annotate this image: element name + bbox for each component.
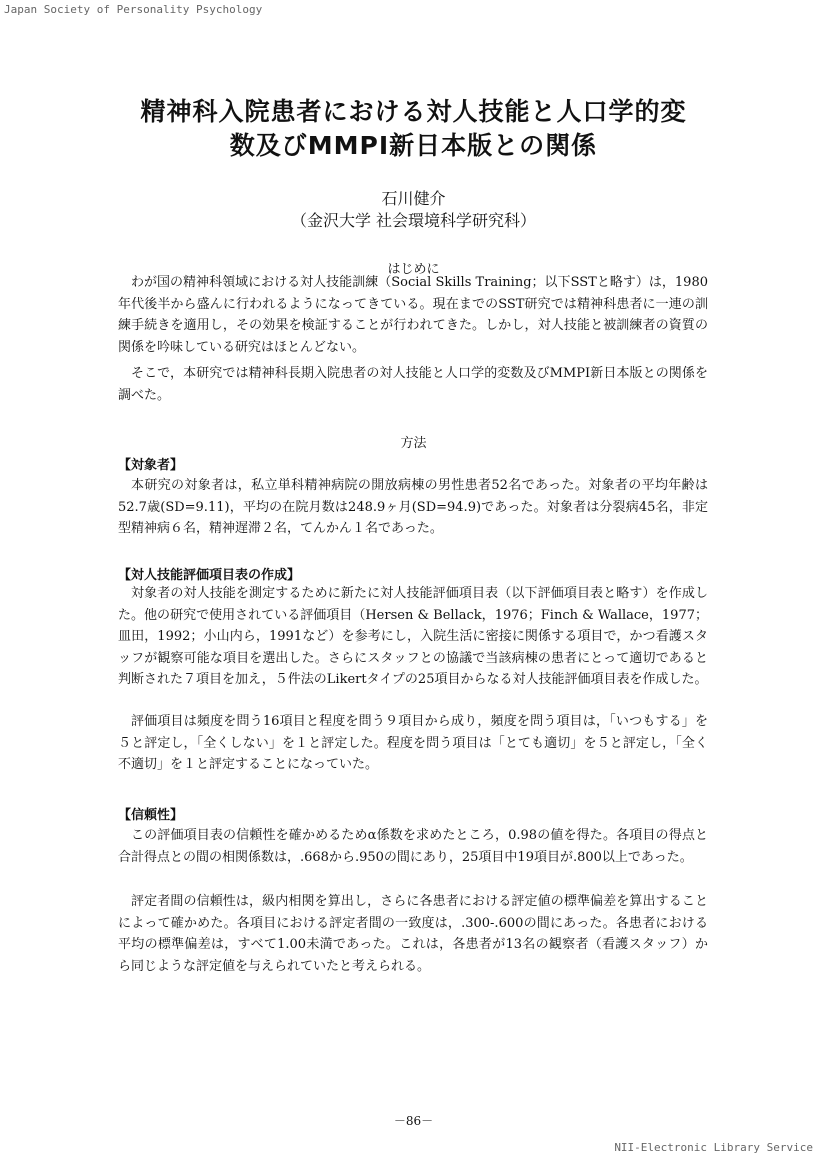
intro-paragraph-1: わが国の精神科領域における対人技能訓練（Social Skills Training；以下SSTと略す）は，1980年代後半から盛んに行われるようになってきている。現在までのSST研究では精神科患者に一連の訓練手続きを適用し，その効果を検証することが行われてきた。しかし，対人技能と被訓練者の資質の関係を吟味している研究はほとんどない。 <box>118 275 708 355</box>
page-number: －86－ <box>393 1114 434 1128</box>
method-heading: 方法 <box>400 436 427 451</box>
paper-title-line-2: 数及びMMPI新日本版との関係 <box>229 131 598 160</box>
author-name: 石川健介 <box>381 189 446 208</box>
subjects-paragraph: 本研究の対象者は，私立単科精神病院の開放病棟の男性患者52名であった。対象者の平均年齢は52.7歳(SD=9.11)，平均の在院月数は248.9ヶ月(SD=94.9)であった。対象者は分裂病45名，非定型精神病６名，精神遅滞２名，てんかん１名であった。 <box>118 478 708 536</box>
reliability-paragraph-2: 評定者間の信頼性は，級内相関を算出し，さらに各患者における評定値の標準偏差を算出することによって確かめた。各項目における評定者間の一致度は，.300-.600の間にあった。各患者における平均の標準偏差は，すべて1.00未満であった。これは，各患者が13名の観察者（看護スタッフ）から同じような評定値を与えられていたと考えられる。 <box>118 894 708 974</box>
scale-paragraph-1: 対象者の対人技能を測定するために新たに対人技能評価項目表（以下評価項目表と略す）を作成した。他の研究で使用されている評価項目（Hersen & Bellack，1976；Finch & Wallace，1977；皿田，1992；小山内ら，1991など）を参考にし，入院生活に密接に関係する項目で，かつ看護スタッフが観察可能な項目を選出した。さらにスタッフとの協議で当該病棟の患者にとって適切であると判断された７項目を加え，５件法のLikertタイプの25項目からなる対人技能評価項目表を作成した。 <box>118 586 708 687</box>
scale-paragraph-2: 評価項目は頻度を問う16項目と程度を問う９項目から成り，頻度を問う項目は，「いつもする」を５と評定し，「全くしない」を１と評定した。程度を問う項目は「とても適切」を５と評定し，「全く不適切」を１と評定することになっていた。 <box>118 714 708 772</box>
journal-header: Japan Society of Personality Psychology <box>4 3 263 16</box>
intro-paragraph-2: そこで，本研究では精神科長期入院患者の対人技能と人口学的変数及びMMPI新日本版との関係を調べた。 <box>118 366 708 403</box>
reliability-heading: 【信頼性】 <box>118 808 184 823</box>
paper-title-line-1: 精神科入院患者における対人技能と人口学的変 <box>140 97 687 126</box>
author-affiliation: （金沢大学 社会環境科学研究科） <box>290 211 537 230</box>
scale-heading: 【対人技能評価項目表の作成】 <box>118 568 301 583</box>
reliability-paragraph-1: この評価項目表の信頼性を確かめるためα係数を求めたところ，0.98の値を得た。各項目の得点と合計得点との間の相関係数は，.668から.950の間にあり，25項目中19項目が.800以上であった。 <box>118 828 708 865</box>
library-footer: NII-Electronic Library Service <box>614 1141 813 1154</box>
intro-heading: はじめに <box>387 262 440 277</box>
subjects-heading: 【対象者】 <box>118 458 184 473</box>
